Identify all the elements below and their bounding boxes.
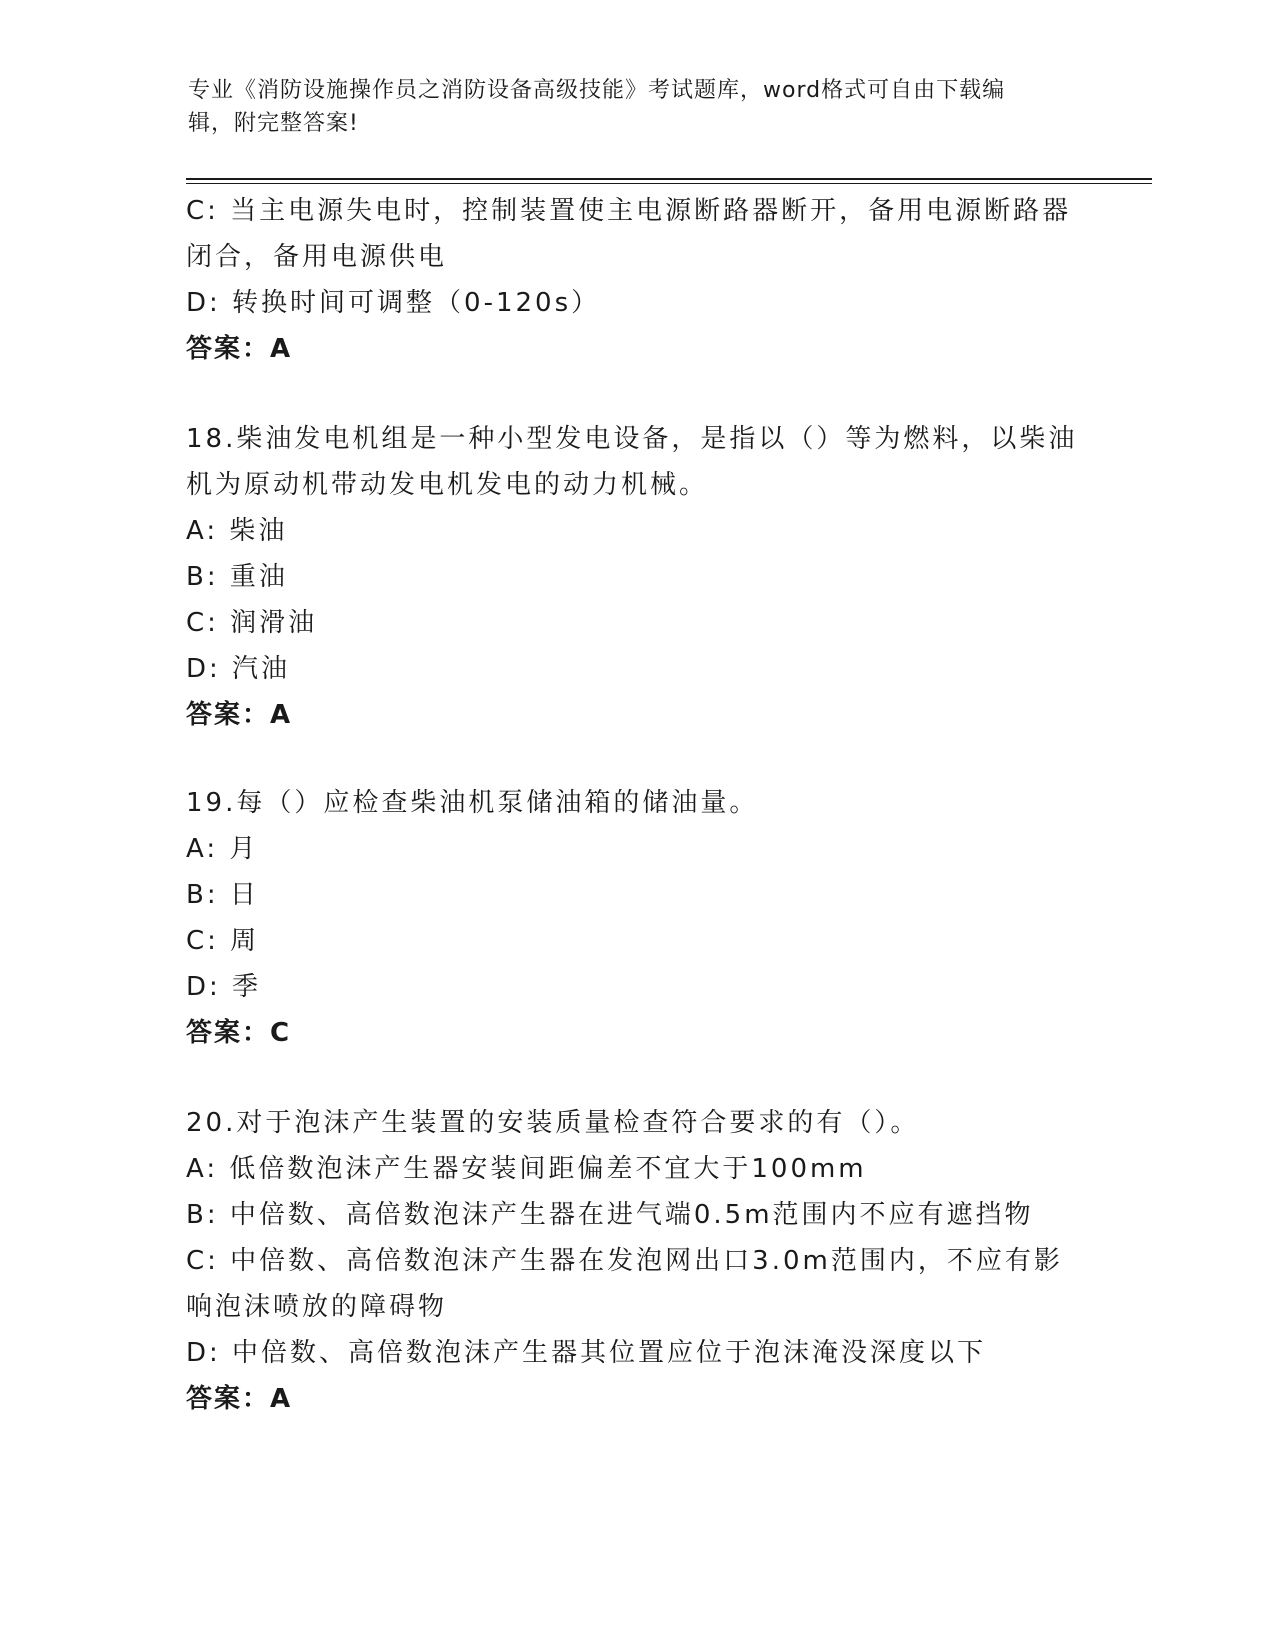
header-line-1: 专业《消防设施操作员之消防设备高级技能》考试题库，word格式可自由下载编 xyxy=(188,78,1006,103)
spacer xyxy=(186,372,1086,416)
question-stem: 19.每（）应检查柴油机泵储油箱的储油量。 xyxy=(186,788,759,818)
question-stem-line-2: 机为原动机带动发电机发电的动力机械。 xyxy=(186,470,709,500)
question-17-continued xyxy=(186,188,1086,372)
option-c-line-1: C: 当主电源失电时，控制装置使主电源断路器断开，备用电源断路器 xyxy=(186,196,1072,226)
answer: 答案：A xyxy=(186,700,293,730)
answer: 答案：A xyxy=(186,1384,293,1414)
option-b: B: 重油 xyxy=(186,562,288,592)
question-20 xyxy=(186,1100,1086,1422)
question-18 xyxy=(186,416,1086,738)
option-a: A: 低倍数泡沫产生器安装间距偏差不宜大于100mm xyxy=(186,1154,867,1184)
option-d: D: 季 xyxy=(186,972,262,1002)
header-line-2: 辑，附完整答案! xyxy=(188,111,359,136)
option-b: B: 日 xyxy=(186,880,259,910)
option-c: C: 润滑油 xyxy=(186,608,318,638)
question-stem: 20.对于泡沫产生装置的安装质量检查符合要求的有（）。 xyxy=(186,1108,920,1138)
option-c-line-2: 响泡沫喷放的障碍物 xyxy=(186,1292,448,1322)
answer: 答案：A xyxy=(186,334,293,364)
question-content xyxy=(186,188,1086,1422)
option-c-line-1: C: 中倍数、高倍数泡沫产生器在发泡网出口3.0m范围内，不应有影 xyxy=(186,1246,1063,1276)
option-b: B: 中倍数、高倍数泡沫产生器在进气端0.5m范围内不应有遮挡物 xyxy=(186,1200,1034,1230)
question-19 xyxy=(186,780,1086,1056)
option-d: D: 转换时间可调整（0-120s） xyxy=(186,288,601,318)
header-rule-thin xyxy=(186,183,1152,184)
option-d: D: 汽油 xyxy=(186,654,291,684)
document-header xyxy=(188,74,1068,140)
option-c-line-2: 闭合，备用电源供电 xyxy=(186,242,448,272)
option-a: A: 柴油 xyxy=(186,516,288,546)
header-rule-thick xyxy=(186,178,1152,180)
option-a: A: 月 xyxy=(186,834,259,864)
spacer xyxy=(186,738,1086,780)
spacer xyxy=(186,1056,1086,1100)
question-stem-line-1: 18.柴油发电机组是一种小型发电设备，是指以（）等为燃料，以柴油 xyxy=(186,424,1078,454)
answer: 答案：C xyxy=(186,1018,292,1048)
option-d: D: 中倍数、高倍数泡沫产生器其位置应位于泡沫淹没深度以下 xyxy=(186,1338,987,1368)
option-c: C: 周 xyxy=(186,926,260,956)
